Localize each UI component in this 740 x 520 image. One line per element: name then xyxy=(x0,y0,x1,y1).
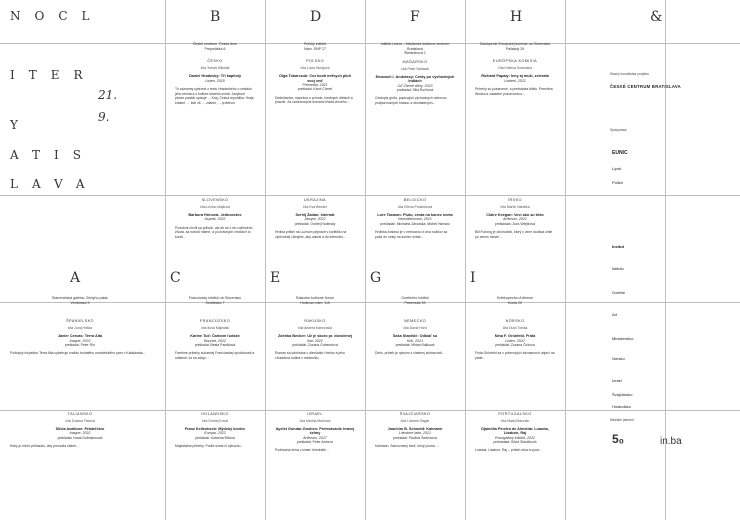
venue-name: Rakúske kultúrne fórum xyxy=(296,296,334,300)
translator: prekladal: Zuzana Čírkova xyxy=(495,343,535,347)
book-publisher: OZ Čierne diery, 2023 xyxy=(397,83,433,88)
book-description: Hrdinka Antonia je v nemocnicí a dva rodičov sa pustí do cesty na koniec sveta... xyxy=(375,230,448,239)
reader-name: číta Kristína Svarinská xyxy=(498,66,532,71)
event-card xyxy=(275,412,355,453)
media-logo: 5₀ xyxy=(612,432,625,446)
book-publisher: Artforum, 2021 xyxy=(503,217,527,222)
translator: prekladal: Miriam Balková xyxy=(395,343,435,347)
book-description: Dielo, príbeh je opisom z vlastnej skúsenosti... xyxy=(375,351,445,356)
event-card xyxy=(375,198,455,239)
event-card xyxy=(375,412,455,449)
book-publisher: Europa, 2022 xyxy=(204,431,226,436)
grid-line xyxy=(365,0,366,520)
venue-name: Inštitút Liszta – Maďarské kultúrne centrum Bratislava xyxy=(380,42,450,51)
media-logo: in.ba xyxy=(660,436,682,447)
book-title: Karine Tuil: Čarbom ľudské xyxy=(190,334,240,339)
reader-name: číta Lenka Litajková xyxy=(200,205,230,209)
event-card xyxy=(10,296,150,356)
book-description: Majestátne príbehy. Podľa sveta či výbuchu... xyxy=(175,444,244,449)
country-name: ÍRSKO xyxy=(508,198,522,202)
reader-name: číta Matej Manzián xyxy=(500,419,530,423)
venue-letter: D xyxy=(310,9,322,25)
reader-name: číta Ilona Majiniaki xyxy=(201,326,229,331)
translator: prekladal: Zuzana Gubendová xyxy=(292,343,338,347)
reader-name: číta Lubomír Bagár xyxy=(400,419,430,423)
book-description: Hrdina prišiel na Lužnom pripravit v konfliktu na východnej Ukrajine, aby zabral a do internátu... xyxy=(275,230,347,239)
country-name: HOLANDSKO xyxy=(201,412,229,416)
book-publisher: Inaque, 2022 xyxy=(69,338,91,343)
translator: prekladal: Katarína Bíliová xyxy=(195,435,235,440)
book-description: Kalmann. Samozvaný šerif, ktorý pozná ... xyxy=(375,444,439,449)
translator: prekladal: Ivana Dobrakovová xyxy=(57,435,103,440)
book-title: Richard Papaly: Ieny aj muži, zvieratá xyxy=(481,74,549,79)
partner-logo: Holandsko xyxy=(612,404,631,409)
grid-line xyxy=(565,0,566,520)
book-title: Barbora Hrínová: Jednorožec xyxy=(188,213,242,217)
venue-address: Palisády 29 xyxy=(505,46,525,51)
country-name: NÓRSKO xyxy=(505,319,525,324)
book-publisher: Portugalský inštitút, 2022 xyxy=(494,435,536,440)
book-description: Podriadná žena v izrael. kriminále... xyxy=(275,448,329,453)
translator: prekladal: Ondrej Hudinský xyxy=(294,221,336,226)
book-publisher: Krik, 2021 xyxy=(406,338,424,343)
book-publisher: Listen, 2020 xyxy=(205,78,225,83)
book-title: Serhij Žadan: Internát xyxy=(295,213,335,217)
eunic-logo: EUNIC xyxy=(612,150,628,156)
translator: prekladali: Michaela Zárodská, Michel Hamalo xyxy=(380,221,450,226)
grid-line xyxy=(165,0,166,520)
event-card xyxy=(375,296,455,356)
book-publisher: Nezoblekovaní, 2021 xyxy=(398,217,432,222)
venue-name: Poľský inštitút xyxy=(303,42,327,46)
book-title: Claire Keegan: Veci ako sú tieto xyxy=(486,213,544,217)
partner-logo: Ministerstvo xyxy=(612,336,634,341)
venue-letter: F xyxy=(410,9,420,25)
event-card xyxy=(375,42,455,105)
grid-line xyxy=(465,0,466,520)
venue-name: Knihkupectvo Artforum xyxy=(496,296,534,300)
country-name: MAĎARSKO xyxy=(402,59,428,64)
country-name: IZRAEL xyxy=(307,412,323,416)
translator: prekladal: Paulína Šedivcová xyxy=(393,435,437,440)
grid-line xyxy=(265,0,266,520)
event-card xyxy=(275,296,355,360)
venue-address: Štefánikova 1 xyxy=(404,51,426,56)
date-day: 21. xyxy=(98,88,118,102)
media-partners-label: Mediálni partneri: xyxy=(610,418,635,422)
translator: prekladal: Beata Pandková xyxy=(194,343,236,347)
book-description: Príbehy sú postavené, a predstavia bibliu. Premiéra Wodza a zásadne pozornostou... xyxy=(475,87,553,96)
venue-letter: I xyxy=(470,270,476,286)
book-title: Silvia Avallone: Priateľstvo xyxy=(55,427,105,431)
book-publisher: Lindeni, 2022 xyxy=(504,78,526,83)
country-name: TALIANSKO xyxy=(67,412,93,416)
translator: prekladala: Zora Wiejtková xyxy=(494,221,536,226)
book-publisher: Aspekt, 2022 xyxy=(204,217,226,222)
venue-letter: G xyxy=(370,270,382,286)
book-publisher: Inaque, 2022 xyxy=(69,431,91,436)
venue-address: Kozia 20 xyxy=(508,300,522,305)
country-name: PORTUGALSKO xyxy=(498,412,532,416)
translator: prekladal: Silia Rožňová xyxy=(396,88,434,92)
partner-logo: Istituto xyxy=(612,266,624,271)
reader-name: číta Eva Bender xyxy=(302,205,328,209)
grid-line xyxy=(0,43,740,44)
translator: prekladal: Peter Rúr xyxy=(64,343,96,347)
book-title: Saša Stanišić: Odkiaľ sú xyxy=(392,334,438,339)
book-publisher: Literárne lado, 2021 xyxy=(399,431,431,436)
event-card xyxy=(175,412,255,449)
book-publisher: Listen, 2022 xyxy=(505,338,525,343)
country-name: EURÓPSKA KOMISIA xyxy=(492,59,538,64)
reader-name: číta Dusil Tobiás xyxy=(502,326,528,331)
book-description: Podobné chvíli sa prihodí, ale ak sa z ich rodinného života, sa narodí mame, a po krásnych chvíľach to končí... xyxy=(175,225,253,239)
book-title: Nina F. Grünfeld, Frida xyxy=(494,334,536,339)
festival-title-row: NOCL xyxy=(10,9,104,23)
festival-title-row: LAVA xyxy=(10,177,99,191)
venue-name: České centrum, Česká dom xyxy=(192,42,238,46)
country-name: UKRAJINA xyxy=(304,198,326,202)
venue-letter: B xyxy=(210,9,221,25)
reader-name: číta Ondrej Kovaľ xyxy=(201,419,229,423)
book-title: Olga Tokarczuk: Cez kosti mŕtvych pluh svoj veď xyxy=(279,74,351,83)
book-description: Luanda, Lisabon, Raj – príbeh otca a syna... xyxy=(475,448,542,453)
event-card xyxy=(10,412,150,449)
book-publisher: Premedia, 2021 xyxy=(302,83,328,87)
venue-address: Panenská 33 xyxy=(404,300,426,305)
reader-name: číta Tomáš Mikoláš xyxy=(200,66,230,71)
venue-name: Starometská galéria, Zichyho palác xyxy=(51,296,109,300)
book-description: Keby ju niečo prikázalo, aby prevzala vášeň... xyxy=(10,444,79,449)
venue-address: Sedlárska 7 xyxy=(205,300,225,305)
country-name: BELGICKO xyxy=(403,198,427,202)
reader-name: číta Eliena Podzinková xyxy=(397,205,433,209)
book-description: Frida Grünfeld sa v pohrnutých záznamoch objaví na páde... xyxy=(475,351,555,360)
partner-logo: Lipsk xyxy=(612,166,622,171)
book-title: Joachim B. Schmidt: Kalmann xyxy=(387,427,443,431)
book-title: Lore Tasman: Pluto, cesta na konec sveta xyxy=(377,213,453,217)
reader-name: číta David Hord xyxy=(403,326,427,331)
organizer-label: Hlavný koordinátor projektu xyxy=(610,72,649,76)
reader-name: číta Lucia Hurajová xyxy=(300,66,330,71)
book-title: Zdenka Becker: Už je skoro pr. dovolenej xyxy=(277,334,353,339)
reader-name: číta Marina Marková xyxy=(299,419,331,423)
event-card xyxy=(275,198,355,239)
country-name: SLOVENSKO xyxy=(201,198,229,202)
partner-logo: Polish xyxy=(612,180,623,185)
country-name: ŠVAJČIARSKO xyxy=(399,412,431,416)
reader-name: číta Zuzana Fialová xyxy=(65,419,95,423)
reader-name: číta Peter Nádasdi xyxy=(401,66,429,71)
book-publisher: Ikar, 2022 xyxy=(307,338,323,343)
venue-name: Francúzsky inštitút na Slovensku xyxy=(188,296,242,300)
partner-logo: Švajčiarsko xyxy=(612,392,633,397)
book-publisher: Artforum, 2017 xyxy=(303,435,327,440)
country-name: FRANCÚZSKO xyxy=(199,319,231,324)
festival-title-row: ITER xyxy=(10,68,97,82)
grid-line xyxy=(0,195,740,196)
country-name: ČESKO xyxy=(207,59,223,64)
partner-logo: Izrael xyxy=(612,378,622,383)
venue-letter: H xyxy=(510,9,523,25)
book-title: Emanuel I. Andrássy: Cesty po východných Indiách xyxy=(375,74,455,84)
event-card xyxy=(475,42,555,96)
venue-letter: C xyxy=(170,270,181,286)
translator: prekladal: Karol Chmel xyxy=(297,87,333,92)
translator: prekladala: Silvia Slaničková xyxy=(493,440,537,445)
book-publisher: Bourart, 2022 xyxy=(204,338,226,343)
event-card xyxy=(475,412,555,453)
organizer-logo: ČESKÉ CENTRUM BRATISLAVA xyxy=(610,84,681,89)
partner-logo: Art xyxy=(612,312,618,317)
book-description: Tri záznamy vybrané z textu Hradeckého o cestách jeho mesta a o kultúre starého sveta. Jazykom plnom pasáží opisuje ... Kraj, Česká republika. Hraje krásné, ... kde žil, ... zdanie, ... príbehov. xyxy=(175,87,254,105)
venue-address: Nám. SNP 27 xyxy=(304,46,326,51)
event-card xyxy=(175,296,255,360)
venue-name: Zastúpenie Európskej komisie na Slovensku xyxy=(479,42,551,46)
country-name: RAKÚSKO xyxy=(304,319,326,324)
book-description: Dedinčanka, rozpráva o prírode, trestných dielach a pravde. Za zamrznutými dverami hľadá vinného... xyxy=(275,95,353,105)
reader-name: číta Juraj Hriška xyxy=(67,326,93,331)
reader-name: číta Andrea Karnovská xyxy=(297,326,333,331)
partner-logo: Goethe xyxy=(612,290,626,295)
book-description: Policajný inšpektor Terra Alta vyšetruje vraždu bohatého manželského páru v Katalánsku... xyxy=(10,351,147,356)
event-card xyxy=(275,42,355,105)
country-name: POĽSKO xyxy=(305,59,325,64)
translator: prekladal: Peter Ambroz xyxy=(296,440,334,445)
country-name: ŠPANIELSKO xyxy=(66,319,94,324)
book-description: Bill Furlong je obchodník, ktorý v zime dodáva uhlie po celom meste... xyxy=(475,230,553,239)
country-name: NEMECKO xyxy=(404,319,426,324)
book-title: Djaimilia Pereira de Almeida: Luanda, Lisabon, Raj xyxy=(481,427,549,436)
event-card xyxy=(475,296,555,360)
grid-line xyxy=(0,410,740,411)
event-card xyxy=(175,42,255,105)
book-title: Daniel Hradecký: Tři kapitoly xyxy=(188,74,242,79)
book-description: Cestopis grófa, popisujúci východných ostrovov, podporovaných krásou a obohatených... xyxy=(375,96,448,105)
book-publisher: Absynt, 2022 xyxy=(304,217,326,222)
festival-title-row: ATIS xyxy=(10,148,95,162)
venue-address: Hodžovo nám. 1/A xyxy=(300,300,330,305)
book-title: Javier Cercas: Terra Alta xyxy=(57,334,103,339)
event-card xyxy=(175,198,255,239)
book-title: Franz Kellenbeck: Mýtický koniec xyxy=(184,427,246,431)
event-card xyxy=(475,198,555,239)
venue-address: Prepoštská 6 xyxy=(204,46,226,51)
venue-letter: A xyxy=(70,270,81,286)
venue-address: Ventúrska 9 xyxy=(70,300,90,305)
reader-name: číta Martin Nahálka xyxy=(500,205,530,209)
partner-logo: Insitut xyxy=(612,244,624,249)
venue-letter: E xyxy=(270,270,281,286)
venue-letter: & xyxy=(650,9,663,25)
festival-title-row: Y xyxy=(10,118,32,132)
book-description: Román sa odohráva v dievčatku Hrehor a jeho chudobná rodina v mestečku... xyxy=(275,351,345,360)
venue-name: Goetheho inštitút xyxy=(401,296,429,300)
partner-logo: Nórsko xyxy=(612,356,625,361)
date-month: 9. xyxy=(98,110,110,124)
book-title: Ayelet Gundar-Goshen: Pretrvávanie hravej šelmy xyxy=(275,427,355,436)
partners-label: Spolupráca: xyxy=(610,128,628,132)
book-description: Farebné príbehy súčasnej Francúzskej spoločnosti a udalosti, čo sa zdajú... xyxy=(175,351,255,360)
